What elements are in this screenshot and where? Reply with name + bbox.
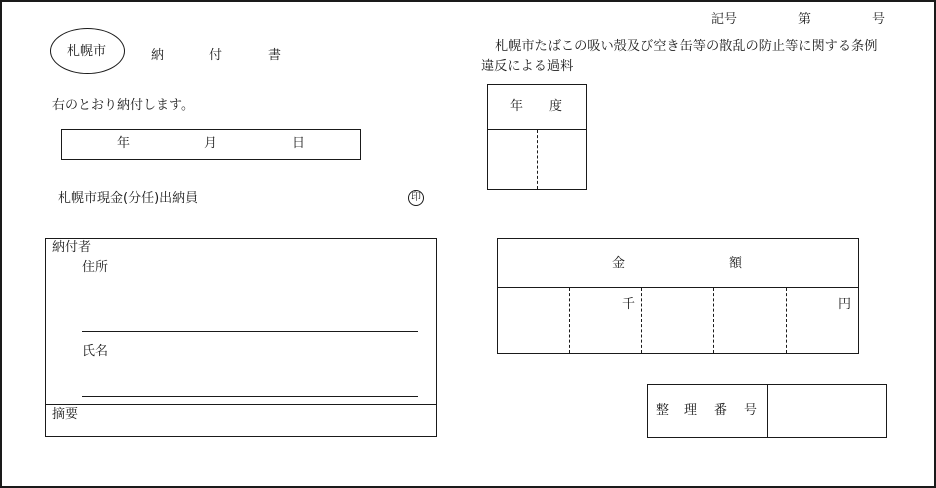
doc-title-char-3: 書 bbox=[268, 48, 282, 63]
date-day-label: 日 bbox=[292, 136, 306, 151]
date-month-label: 月 bbox=[204, 136, 218, 151]
fiscal-year-nen-label: 年 bbox=[510, 99, 524, 114]
amount-header-divider bbox=[497, 287, 859, 288]
serial-number-divider bbox=[767, 384, 768, 438]
serial-char-2: 理 bbox=[684, 403, 698, 418]
serial-char-4: 号 bbox=[744, 403, 758, 418]
payer-name-label: 氏名 bbox=[82, 344, 109, 359]
amount-kin-label: 金 bbox=[612, 256, 626, 271]
payer-name-line[interactable] bbox=[82, 396, 418, 397]
amount-digit-divider-1 bbox=[569, 288, 570, 353]
record-kigo-label: 記号 bbox=[711, 12, 738, 27]
record-go-label: 号 bbox=[872, 12, 886, 27]
doc-title-char-1: 納 bbox=[151, 48, 165, 63]
amount-digit-divider-3 bbox=[713, 288, 714, 353]
serial-char-3: 番 bbox=[714, 403, 728, 418]
payer-address-line[interactable] bbox=[82, 331, 418, 332]
date-year-label: 年 bbox=[117, 136, 131, 151]
amount-box[interactable] bbox=[497, 238, 859, 354]
payer-address-label: 住所 bbox=[82, 260, 109, 275]
amount-thousand-unit: 千 bbox=[622, 297, 636, 312]
fiscal-year-dashed-divider bbox=[537, 130, 538, 189]
record-dai-label: 第 bbox=[798, 12, 812, 27]
amount-yen-unit: 円 bbox=[838, 297, 852, 312]
doc-title-char-2: 付 bbox=[209, 48, 223, 63]
statement-text: 右のとおり納付します。 bbox=[52, 98, 194, 113]
cashier-label: 札幌市現金(分任)出納員 bbox=[58, 191, 199, 206]
payer-summary-label: 摘要 bbox=[52, 407, 79, 422]
subject-line-1: 札幌市たばこの吸い殻及び空き缶等の散乱の防止等に関する条例 bbox=[495, 39, 878, 54]
payer-title: 納付者 bbox=[52, 240, 92, 255]
amount-gaku-label: 額 bbox=[729, 256, 743, 271]
payer-summary-divider bbox=[45, 404, 437, 405]
fiscal-year-do-label: 度 bbox=[549, 99, 563, 114]
subject-line-2: 違反による過料 bbox=[481, 59, 574, 74]
city-label: 札幌市 bbox=[67, 44, 107, 59]
seal-icon: 印 bbox=[408, 190, 424, 206]
serial-char-1: 整 bbox=[656, 403, 670, 418]
amount-digit-divider-2 bbox=[641, 288, 642, 353]
amount-digit-divider-4 bbox=[786, 288, 787, 353]
